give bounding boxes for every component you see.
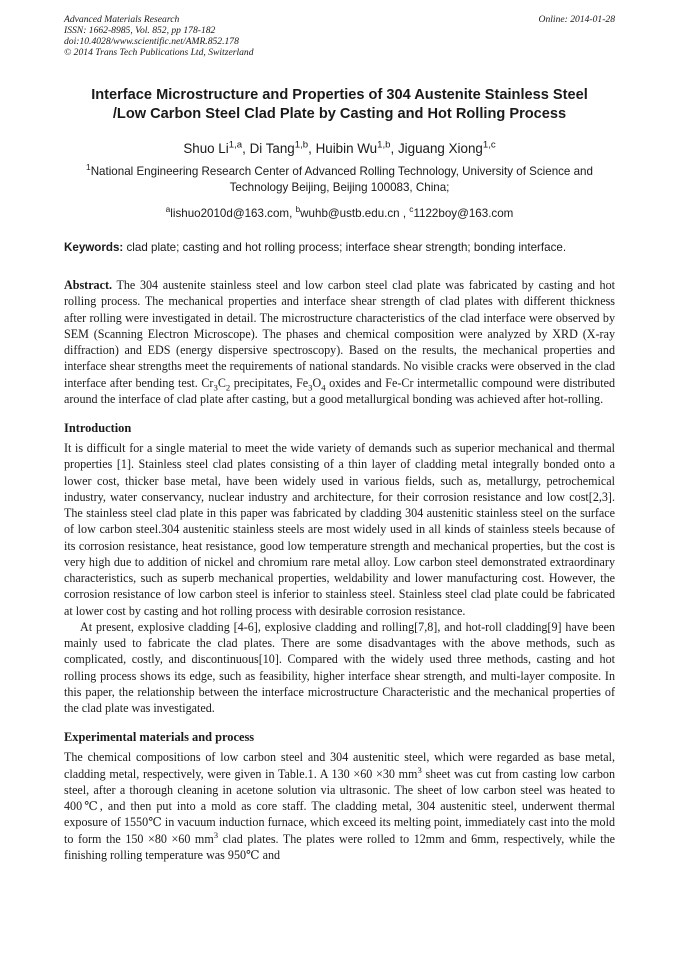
superscript: 3 [213, 829, 219, 840]
email-address: wuhb@ustb.edu.cn [300, 207, 400, 220]
subscript: 4 [321, 381, 326, 392]
author-name: Shuo Li [183, 141, 229, 156]
journal-name: Advanced Materials Research [64, 14, 180, 25]
author-name: Di Tang [249, 141, 295, 156]
email-separator: , [289, 207, 296, 220]
affiliation-mark: 1 [86, 162, 91, 173]
title-line-2: /Low Carbon Steel Clad Plate by Casting and Hot Rolling Process [112, 106, 567, 122]
author-affiliation-mark: 1,c [482, 139, 496, 151]
keywords-label: Keywords: [64, 241, 124, 254]
author-affiliation-mark: 1,a [228, 139, 243, 151]
subscript: 3 [213, 381, 218, 392]
online-date: Online: 2014-01-28 [538, 14, 615, 25]
introduction-heading: Introduction [64, 421, 132, 435]
experimental-text: clad plates. The plates were rolled to 12mm and 6mm, respectively, while the finishing rolling temperature was 950℃ and [64, 831, 615, 862]
author-separator: , [390, 141, 398, 156]
title-line-1: Interface Microstructure and Properties of 304 Austenite Stainless Steel [91, 87, 588, 103]
paper-title [64, 86, 615, 124]
issn-line: ISSN: 1662-8985, Vol. 852, pp 178-182 [64, 25, 216, 36]
author-affiliation-mark: 1,b [377, 139, 391, 151]
email-mark: a [165, 204, 171, 215]
email-mark: b [295, 204, 301, 215]
paper-page [64, 14, 615, 863]
experimental-heading: Experimental materials and process [64, 730, 255, 745]
abstract-label: Abstract. [64, 278, 113, 292]
superscript: 3 [417, 764, 422, 775]
abstract-text: The 304 austenite stainless steel and low carbon steel clad plate was fabricated by casting and hot rolling process. The mechanical properties and interface shear strength of clad plates with different thickness after rolling were investigated in detail. The microstructure characteristics of the clad interface were observed by SEM (Scanning Electron Microscope). The phases and chemical composition were analyzed by XRD (X-ray diffraction) and EDS (energy dispersive spectroscopy). Based on the results, the mechanical properties and interface shear strengths meet the requirements of national standards. No visible cracks were observed in the clad interface after bending test. Cr [64, 278, 615, 390]
affiliation-line-2: Technology Beijing, Beijing 100083, China; [229, 181, 450, 194]
abstract-text: C [217, 375, 226, 390]
abstract-text: oxides and Fe-Cr intermetallic compound were distributed around the interface of clad plate after casting, but a good metallurgical bonding was achieved after hot-rolling. [64, 375, 615, 406]
subscript: 3 [308, 381, 313, 392]
experimental-text: The chemical compositions of low carbon steel and 304 austenitic steel, which were regarded as base metal, cladding metal, respectively, were given in Table.1. A 130 ×60 ×30 mm [64, 750, 615, 781]
introduction-paragraph-1: It is difficult for a single material to meet the wide variety of demands such as superior mechanical and thermal properties [1]. Stainless steel clad plates consisting of a thin layer of cladding metal integrally bonded onto a lower cost, thicker base metal, have been widely used in various fields, such as, metallurgy, petrochemical industry, water conservancy, nuclear industry and architecture, for their corrosion resistance and low cost[2,3]. The stainless steel clad plate in this paper was fabricated by cladding 304 austenitic stainless steel on the surface of low carbon steel.304 austenitic stainless steels are most widely used in all kinds of stainless steels because of its corrosion resistance, heat resistance, good low temperature strength and mechanical properties, but the cost is very high due to addition of nickel and chromium rare metal alloy. Low carbon steel demonstrated extraordinary characteristics, such as superb mechanical properties, weldability and lower manufacturing cost. However, the corrosion resistance of low carbon steel is inferior to stainless steel. Stainless steel clad plate could be fabricated at lower cost by casting and hot rolling process with desirable corrosion resistance. [64, 441, 615, 618]
affiliation-line-1: National Engineering Research Center of Advanced Rolling Technology, University of Science and [90, 165, 593, 178]
abstract-text: precipitates, Fe [230, 375, 309, 390]
subscript: 2 [225, 381, 231, 392]
journal-header-row [64, 14, 615, 25]
experimental-paragraph [64, 749, 615, 863]
author-separator: , [242, 141, 250, 156]
email-address: lishuo2010d@163.com [170, 207, 290, 220]
email-separator: , [399, 207, 410, 220]
doi-line: doi:10.4028/www.scientific.net/AMR.852.178 [64, 36, 239, 47]
email-list [64, 206, 615, 221]
keywords-text: clad plate; casting and hot rolling process; interface shear strength; bonding interface. [123, 241, 567, 254]
author-affiliation-mark: 1,b [294, 139, 309, 151]
email-address: 1122boy@163.com [413, 207, 514, 220]
email-mark: c [409, 204, 414, 215]
author-separator: , [308, 141, 316, 156]
experimental-text: sheet was cut from casting low carbon steel, after a thorough cleaning in acetone solution via ultrasonic. The sheet of low carbon steel was heated to 400℃, and then put into a mold as core staff. The cladding metal, 304 austenitic steel, underwent thermal exposure of 1550℃ in vacuum induction furnace, which exceed its melting point, immediately cast into the mold to form the 150 ×80 ×60 mm [64, 766, 616, 846]
abstract-text: O [312, 375, 322, 390]
keywords [64, 240, 615, 255]
copyright-line: © 2014 Trans Tech Publications Ltd, Switzerland [64, 47, 254, 58]
author-name: Jiguang Xiong [397, 141, 483, 156]
introduction-paragraph-2: At present, explosive cladding [4-6], explosive cladding and rolling[7,8], and hot-roll cladding[9] have been mainly used to fabricate the clad plates. There are some disadvantages with the above methods, such as complicated, costly, and discontinuous[10]. Compared with the widely used three methods, casting and hot rolling process shows its edge, such as feasibility, higher interface shear strength, and multi-layer composite. In this paper, the relationship between the interface microstructure Characteristic and the mechanical properties of the clad plate was investigated. [64, 619, 615, 715]
affiliation [64, 164, 615, 196]
author-name: Huibin Wu [315, 141, 378, 156]
author-list [64, 140, 615, 158]
abstract [64, 277, 615, 407]
